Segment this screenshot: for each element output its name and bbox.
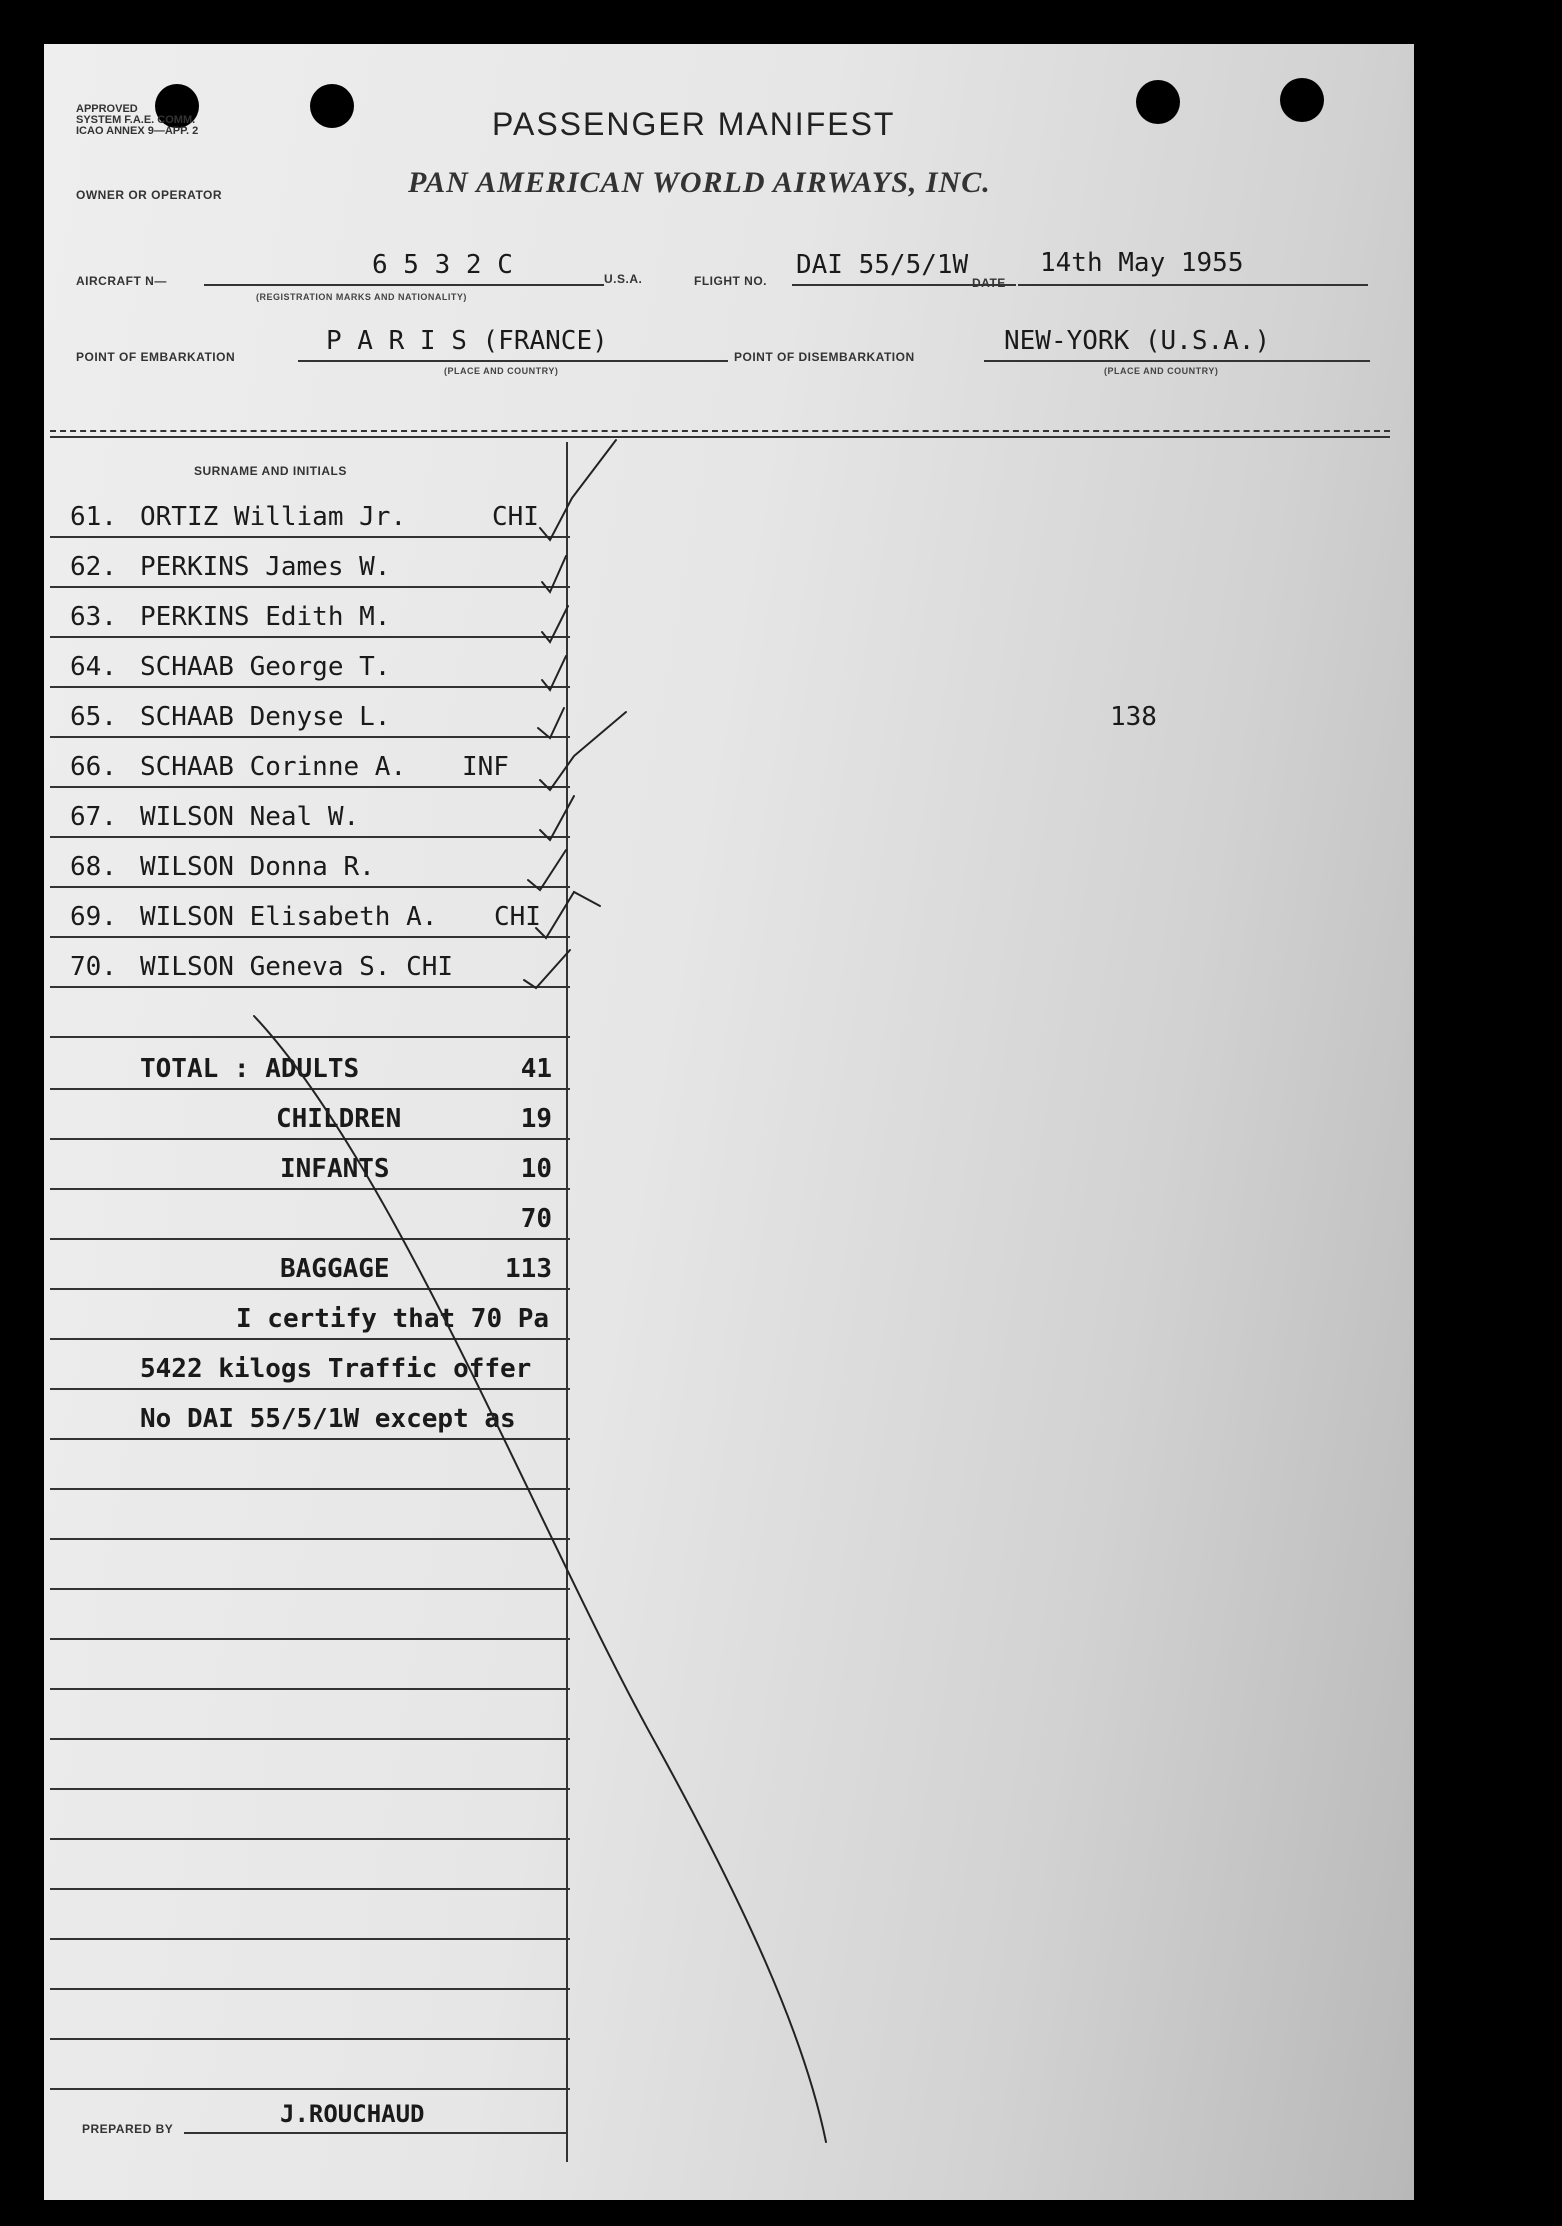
total-passengers: 70 — [520, 1204, 552, 1234]
passenger-code: CHI — [492, 502, 539, 532]
registration-note: (REGISTRATION MARKS AND NATIONALITY) — [256, 292, 467, 302]
check-mark-icon — [542, 556, 566, 592]
check-mark-icon — [542, 606, 568, 642]
row-number: 68. — [70, 852, 117, 882]
row-number: 64. — [70, 652, 117, 682]
approval-line: SYSTEM F.A.E. COMM. — [76, 114, 196, 126]
document-title: PASSENGER MANIFEST — [492, 106, 896, 142]
passenger-code: CHI — [494, 902, 541, 932]
total-adults: 41 — [520, 1054, 552, 1084]
check-mark-icon — [542, 656, 566, 690]
baggage-label: BAGGAGE — [280, 1254, 390, 1284]
infants-label: INFANTS — [280, 1154, 390, 1184]
date-label: DATE — [972, 276, 1006, 290]
row-number: 63. — [70, 602, 117, 632]
row-number: 69. — [70, 902, 117, 932]
page-number: 138 — [1110, 702, 1157, 732]
cancel-stroke — [254, 1016, 826, 2142]
flight-number: DAI 55/5/1W — [796, 250, 969, 280]
passenger-name: WILSON Neal W. — [140, 802, 360, 832]
passenger-name: SCHAAB George T. — [140, 652, 391, 682]
total-infants: 10 — [520, 1154, 552, 1184]
total-children: 19 — [520, 1104, 552, 1134]
check-mark-icon — [540, 796, 574, 840]
embarkation-label: POINT OF EMBARKATION — [76, 350, 236, 364]
disembarkation-label: POINT OF DISEMBARKATION — [734, 350, 915, 364]
total-baggage: 113 — [505, 1254, 552, 1284]
row-number: 67. — [70, 802, 117, 832]
approval-line: ICAO ANNEX 9—APP. 2 — [76, 125, 199, 137]
passenger-name: WILSON Donna R. — [140, 852, 375, 882]
prepared-by-label: PREPARED BY — [82, 2122, 174, 2136]
disembarkation-place: NEW-YORK (U.S.A.) — [1004, 326, 1271, 356]
check-mark-icon — [540, 712, 626, 790]
row-number: 65. — [70, 702, 117, 732]
passenger-name: PERKINS Edith M. — [140, 602, 391, 632]
passenger-name: ORTIZ William Jr. — [140, 502, 407, 532]
row-number: 66. — [70, 752, 117, 782]
owner-label: OWNER OR OPERATOR — [76, 188, 223, 202]
certification-line: 5422 kilogs Traffic offer — [140, 1354, 532, 1384]
embarkation-place: P A R I S (FRANCE) — [326, 326, 608, 356]
certification-line: I certify that 70 Pa — [236, 1304, 550, 1334]
prepared-by-name: J.ROUCHAUD — [280, 2100, 425, 2128]
passenger-name: PERKINS James W. — [140, 552, 391, 582]
check-mark-icon — [540, 440, 616, 540]
handwritten-marks — [44, 44, 1414, 2200]
passenger-name: SCHAAB Denyse L. — [140, 702, 391, 732]
passenger-name: WILSON Elisabeth A. — [140, 902, 438, 932]
total-adults-label: TOTAL : ADULTS — [140, 1054, 360, 1084]
row-number: 70. — [70, 952, 117, 982]
check-mark-icon — [536, 892, 600, 938]
column-header: SURNAME AND INITIALS — [194, 464, 347, 478]
check-mark-icon — [538, 708, 564, 738]
approval-line: APPROVED — [76, 103, 138, 115]
check-mark-icon — [524, 950, 570, 988]
aircraft-registration: 6 5 3 2 C — [372, 250, 513, 280]
manifest-page — [44, 44, 1414, 2200]
passenger-name: SCHAAB Corinne A. — [140, 752, 407, 782]
flight-date: 14th May 1955 — [1040, 248, 1244, 278]
children-label: CHILDREN — [276, 1104, 402, 1134]
place-note: (PLACE AND COUNTRY) — [1104, 366, 1219, 376]
row-number: 61. — [70, 502, 117, 532]
aircraft-label: AIRCRAFT N— — [76, 274, 167, 288]
usa-label: U.S.A. — [604, 272, 643, 286]
flight-label: FLIGHT NO. — [694, 274, 767, 288]
row-number: 62. — [70, 552, 117, 582]
passenger-code: INF — [462, 752, 509, 782]
check-mark-icon — [528, 850, 566, 890]
place-note: (PLACE AND COUNTRY) — [444, 366, 559, 376]
certification-line: No DAI 55/5/1W except as — [140, 1404, 516, 1434]
passenger-name: WILSON Geneva S. CHI — [140, 952, 454, 982]
operator-name: PAN AMERICAN WORLD AIRWAYS, INC. — [408, 166, 991, 199]
